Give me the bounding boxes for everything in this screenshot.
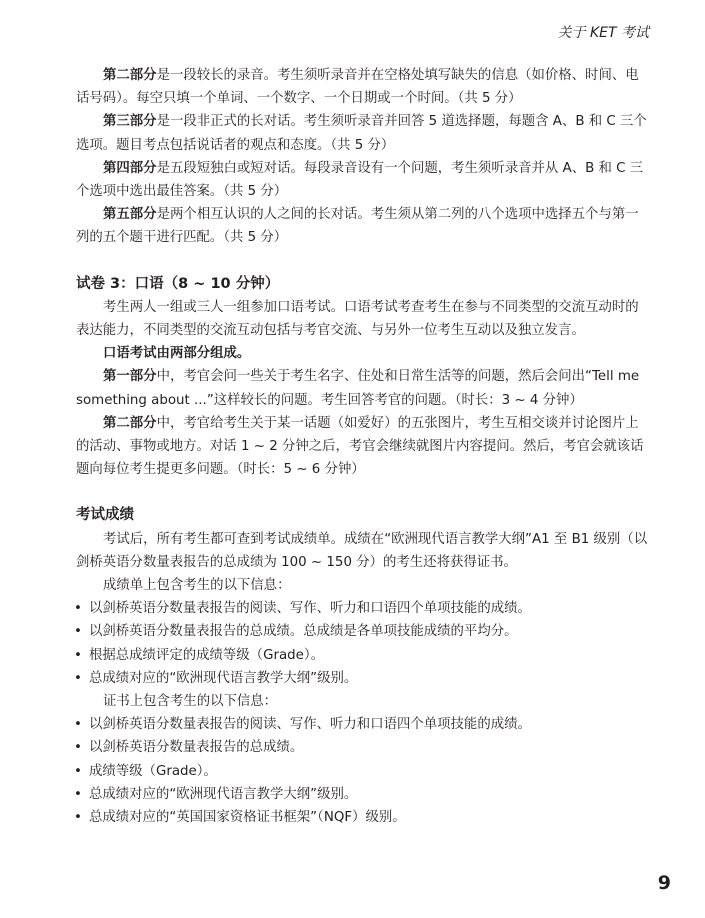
certificate-intro: 证书上包含考生的以下信息： xyxy=(103,694,278,710)
speaking-part-2 xyxy=(76,412,648,482)
listening-part-5 xyxy=(76,203,648,249)
results-heading: 考试成绩 xyxy=(76,507,134,524)
part-text: 是一段较长的录音。考生须听录音并在空格处填写缺失的信息（如价格、时间、电话号码）。每空只填一个单词、一个数字、一个日期或一个时间。（共 5 分） xyxy=(76,68,639,107)
running-header: 关于 KET 考试 xyxy=(557,25,649,41)
speaking-structure: 口语考试由两部分组成。 xyxy=(103,346,251,362)
list-item: • 总成绩对应的“欧洲现代语言教学大纲”级别。 xyxy=(76,783,648,806)
part-lead: 第四部分 xyxy=(103,160,157,176)
certificate-list xyxy=(76,713,648,829)
page-number: 9 xyxy=(657,872,671,894)
list-item: • 总成绩对应的“英国国家资格证书框架”（NQF）级别。 xyxy=(76,806,648,829)
list-item: • 根据总成绩评定的成绩等级（Grade）。 xyxy=(76,644,648,667)
list-item: • 以剑桥英语分数量表报告的总成绩。 xyxy=(76,736,648,759)
list-item: • 以剑桥英语分数量表报告的阅读、写作、听力和口语四个单项技能的成绩。 xyxy=(76,597,648,620)
listening-part-3 xyxy=(76,110,648,156)
part-lead: 第一部分 xyxy=(103,369,157,385)
speaking-intro: 考生两人一组或三人一组参加口语考试。口语考试考查考生在参与不同类型的交流互动时的表达能力，不同类型的交流互动包括与考官交流、与另外一位考生互动以及独立发言。 xyxy=(76,299,639,339)
results-intro: 考试后，所有考生都可查到考试成绩单。成绩在“欧洲现代语言教学大纲”A1 至 B1 级别（以剑桥英语分数量表报告的总成绩为 100 ~ 150 分）的考生还将获得证书。 xyxy=(76,531,648,570)
part-text: 是一段非正式的长对话。考生须听录音并回答 5 道选择题，每题含 A、B 和 C 三个选项。题目考点包括说话者的观点和态度。（共 5 分） xyxy=(76,114,647,153)
part-lead: 第二部分 xyxy=(103,415,157,431)
speaking-part-1 xyxy=(76,365,648,411)
part-text: 中，考官给考生关于某一话题（如爱好）的五张图片，考生互相交谈并讨论图片上的活动、事物或地方。对话 1 ~ 2 分钟之后，考官会继续就图片内容提问。然后，考官会就该话题向每位考生提更多问题。（时长：5 ~ 6 分钟） xyxy=(76,415,644,478)
page-body xyxy=(76,64,648,829)
list-item: • 总成绩对应的“欧洲现代语言教学大纲”级别。 xyxy=(76,667,648,690)
listening-part-4 xyxy=(76,157,648,203)
part-text: 是五段短独白或短对话。每段录音设有一个问题，考生须听录音并从 A、B 和 C 三个选项中选出最佳答案。（共 5 分） xyxy=(76,160,644,200)
part-lead: 第三部分 xyxy=(103,114,157,130)
listening-part-2 xyxy=(76,64,648,110)
speaking-heading: 试卷 3：口语（8 ~ 10 分钟） xyxy=(76,275,280,292)
statement-intro: 成绩单上包含考生的以下信息： xyxy=(103,578,291,594)
part-lead: 第五部分 xyxy=(103,207,157,223)
part-lead: 第二部分 xyxy=(103,68,157,83)
statement-list xyxy=(76,597,648,690)
part-text: 是两个相互认识的人之间的长对话。考生须从第二列的八个选项中选择五个与第一列的五个题干进行匹配。（共 5 分） xyxy=(76,207,639,246)
list-item: • 成绩等级（Grade）。 xyxy=(76,760,648,783)
list-item: • 以剑桥英语分数量表报告的总成绩。总成绩是各单项技能成绩的平均分。 xyxy=(76,620,648,643)
list-item: • 以剑桥英语分数量表报告的阅读、写作、听力和口语四个单项技能的成绩。 xyxy=(76,713,648,736)
part-text: 中，考官会问一些关于考生名字、住处和日常生活等的问题，然后会问出“Tell me something about ...”这样较长的问题。考生回答考官的问题。（时长：3 ~ 4 分钟） xyxy=(76,369,640,408)
